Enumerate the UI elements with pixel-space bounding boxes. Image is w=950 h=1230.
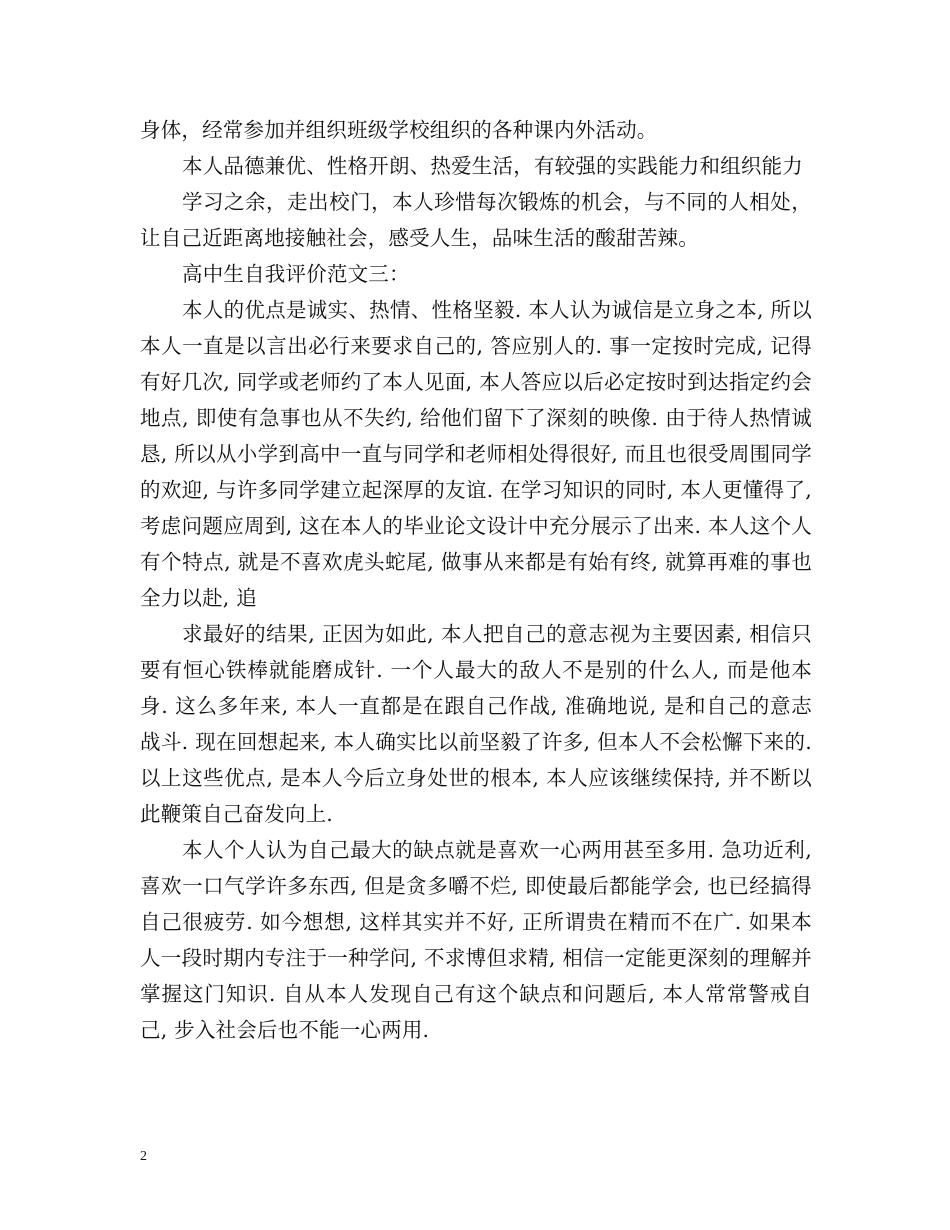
page-number: 2 [140, 1149, 147, 1164]
paragraph-character: 本人品德兼优、性格开朗、热爱生活，有较强的实践能力和组织能力 [182, 154, 803, 178]
section-heading-sample-three: 高中生自我评价范文三： [182, 262, 410, 286]
paragraph-after-study: 学习之余，走出校门，本人珍惜每次锻炼的机会，与不同的人相处，让自己近距离地接触社会，感受人生，品味生活的酸甜苦辣。 [140, 190, 812, 250]
paragraph-strengths: 本人的优点是诚实、热情、性格坚毅. 本人认为诚信是立身之本, 所以本人一直是以言出必行来要求自己的, 答应别人的. 事一定按时完成, 记得有好几次, 同学或老师约了本人见面, 本人答应以后必定按时到达指定约会地点, 即使有急事也从不失约, 给他们留下了深刻的映像. 由于待人热情诚恳, 所以从小学到高中一直与同学和老师相处得很好, 而且也很受周围同学的欢迎, 与许多同学建立起深厚的友谊. 在学习知识的同时, 本人更懂得了, 考虑问题应周到, 这在本人的毕业论文设计中充分展示了出来. 本人这个人有个特点, 就是不喜欢虎头蛇尾, 做事从来都是有始有终, 就算再难的事也全力以赴, 追 [140, 298, 812, 610]
paragraph-weaknesses: 本人个人认为自己最大的缺点就是喜欢一心两用甚至多用. 急功近利, 喜欢一口气学许多东西, 但是贪多嚼不烂, 即使最后都能学会, 也已经搞得自己很疲劳. 如今想想, 这样其实并不好, 正所谓贵在精而不在广. 如果本人一段时期内专注于一种学问, 不求博但求精, 相信一定能更深刻的理解并掌握这门知识. 自从本人发现自己有这个缺点和问题后, 本人常常警戒自己, 步入社会后也不能一心两用. [140, 838, 812, 1042]
paragraph-strengths-continued: 求最好的结果, 正因为如此, 本人把自己的意志视为主要因素, 相信只要有恒心铁棒就能磨成针. 一个人最大的敌人不是别的什么人, 而是他本身. 这么多年来, 本人一直都是在跟自己作战, 准确地说, 是和自己的意志战斗. 现在回想起来, 本人确实比以前坚毅了许多, 但本人不会松懈下来的. 以上这些优点, 是本人今后立身处世的根本, 本人应该继续保持, 并不断以此鞭策自己奋发向上. [140, 622, 812, 826]
paragraph-continuation: 身体，经常参加并组织班级学校组织的各种课内外活动。 [140, 118, 658, 142]
document-body [140, 112, 812, 1048]
